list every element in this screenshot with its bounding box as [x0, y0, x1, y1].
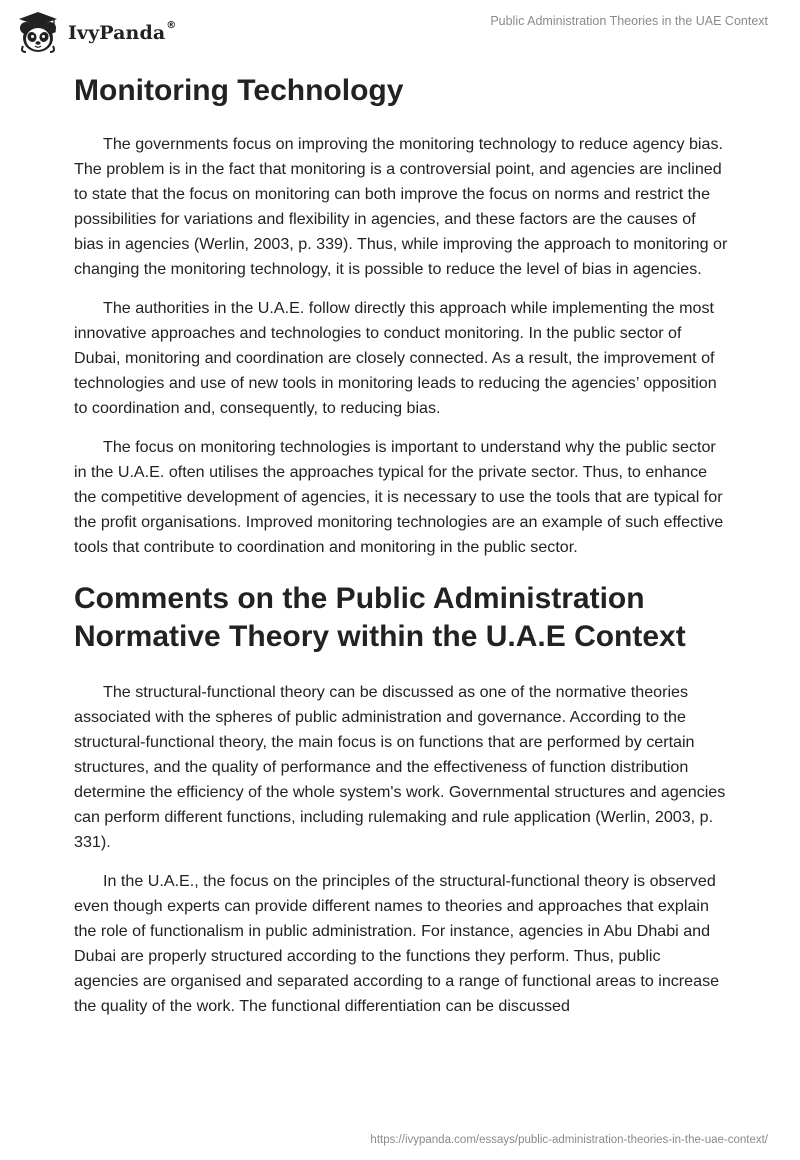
section-heading-normative-theory: Comments on the Public Administration Normative Theory within the U.A.E Context	[74, 582, 686, 653]
logo[interactable]	[14, 8, 176, 56]
running-title: Public Administration Theories in the UAE Context	[490, 14, 768, 28]
paragraph: The authorities in the U.A.E. follow directly this approach while implementing the most innovative approaches and technologies to conduct monitoring. In the public sector of Dubai, monitoring and coordination are closely connected. As a result, the improvement of technologies and use of new tools in monitoring leads to reducing the agencies’ opposition to coordination and, consequently, to reducing bias.	[74, 299, 717, 417]
logo-text: IvyPanda®	[68, 20, 177, 44]
paragraph: The focus on monitoring technologies is important to understand why the public sector in the U.A.E. often utilises the approaches typical for the private sector. Thus, to enhance the competitive development of agencies, it is necessary to use the tools that are typical for the profit organisations. Improved monitoring technologies are an example of such effective tools that contribute to coordination and monitoring in the public sector.	[74, 438, 724, 556]
paragraph: The governments focus on improving the monitoring technology to reduce agency bias. The problem is in the fact that monitoring is a controversial point, and agencies are inclined to state that the focus on monitoring can both improve the focus on norms and restrict the possibilities for variations and flexibility in agencies, and these factors are the causes of bias in agencies (Werlin, 2003, p. 339). Thus, while improving the approach to monitoring or changing the monitoring technology, it is possible to reduce the level of bias in agencies.	[74, 135, 728, 278]
logo-registered-mark: ®	[166, 20, 177, 31]
footer-url[interactable]: https://ivypanda.com/essays/public-administration-theories-in-the-uae-context/	[370, 1134, 768, 1146]
article-body	[74, 72, 729, 1033]
page-header	[0, 0, 800, 60]
panda-graduation-cap-icon	[14, 8, 62, 56]
section-heading-monitoring-technology: Monitoring Technology	[74, 74, 404, 107]
paragraph: In the U.A.E., the focus on the principles of the structural-functional theory is observed even though experts can provide different names to theories and approaches that explain the role of functionalism in public administration. For instance, agencies in Abu Dhabi and Dubai are properly structured according to the functions they perform. Thus, public agencies are organised and separated according to a range of functional areas to increase the quality of the work. The functional differentiation can be discussed	[74, 872, 720, 1015]
paragraph: The structural-functional theory can be discussed as one of the normative theories associated with the spheres of public administration and governance. According to the structural-functional theory, the main focus is on functions that are performed by certain structures, and the quality of performance and the effectiveness of function distribution determine the efficiency of the whole system's work. Governmental structures and agencies can perform different functions, including rulemaking and rule application (Werlin, 2003, p. 331).	[74, 683, 726, 851]
